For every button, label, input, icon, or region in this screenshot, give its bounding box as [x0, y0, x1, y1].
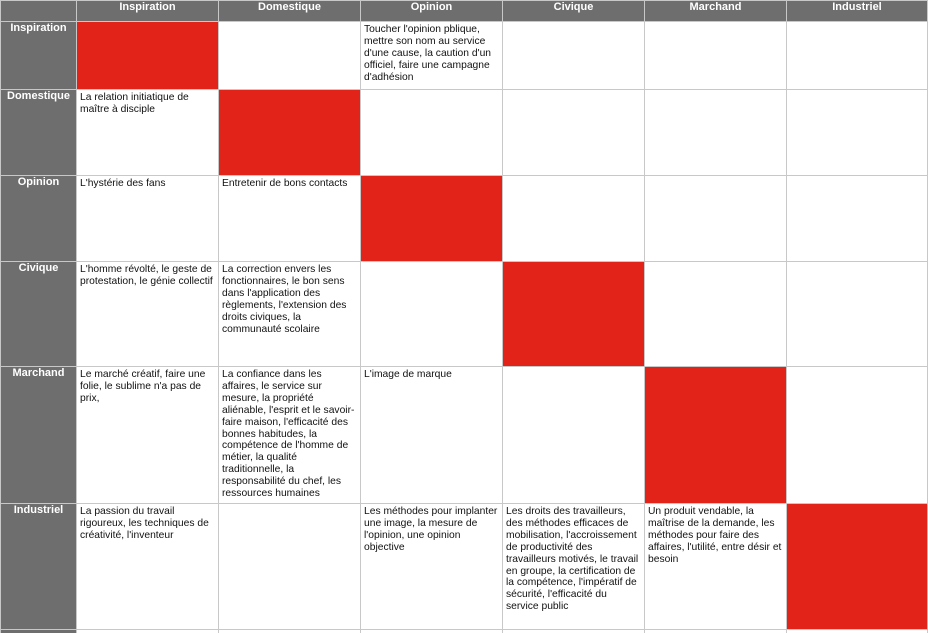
cell-text: [503, 367, 644, 369]
table-row-tail: [1, 630, 928, 633]
row-header-tail: [1, 630, 77, 633]
cell-text: [787, 90, 927, 92]
row-header-opinion: Opinion: [1, 176, 77, 262]
matrix-cell: [503, 630, 645, 633]
matrix-cell: [77, 504, 219, 630]
column-header-inspiration: Inspiration: [77, 1, 219, 22]
matrix-cell: [645, 22, 787, 90]
cell-text: Un produit vendable, la maîtrise de la demande, les méthodes pour faire des affaires, l'utilité, entre désir et besoin: [645, 504, 786, 566]
matrix-cell: [645, 630, 787, 633]
table-row: [1, 367, 928, 504]
matrix-cell: [503, 22, 645, 90]
diagonal-cell: [787, 504, 928, 630]
matrix-cell: [219, 504, 361, 630]
diagonal-cell: [361, 176, 503, 262]
matrix-cell: [219, 22, 361, 90]
matrix-cell: [787, 90, 928, 176]
row-header-marchand: Marchand: [1, 367, 77, 504]
matrix-cell: [361, 630, 503, 633]
matrix-cell: [361, 262, 503, 367]
matrix-cell: [503, 504, 645, 630]
table-row: [1, 262, 928, 367]
cell-text: Les droits des travailleurs, des méthodes efficaces de mobilisation, l'accroissement de productivité des travailleurs motivés, le travail en groupe, la certification de la compétence, l'impératif de sécurité, l'efficacité du service public: [503, 504, 644, 613]
matrix-cell: [361, 90, 503, 176]
column-header-opinion: Opinion: [361, 1, 503, 22]
table-row: [1, 176, 928, 262]
row-header-industriel: Industriel: [1, 504, 77, 630]
table-row: [1, 90, 928, 176]
matrix-cell: [219, 630, 361, 633]
matrix-cell: [361, 367, 503, 504]
matrix-cell: [361, 22, 503, 90]
cell-text: La relation initiatique de maître à disciple: [77, 90, 218, 116]
cell-text: Entretenir de bons contacts: [219, 176, 360, 190]
cell-text: Le marché créatif, faire une folie, le sublime n'a pas de prix,: [77, 367, 218, 405]
cell-text: [645, 176, 786, 178]
cell-text: [787, 176, 927, 178]
matrix-cell: [77, 262, 219, 367]
column-header-industriel: Industriel: [787, 1, 928, 22]
cell-text: [219, 504, 360, 506]
table-row: [1, 22, 928, 90]
corner-cell: [1, 1, 77, 22]
matrix-cell: [787, 176, 928, 262]
cell-text: L'image de marque: [361, 367, 502, 381]
row-header-domestique: Domestique: [1, 90, 77, 176]
cell-text: [503, 90, 644, 92]
matrix-cell: [219, 262, 361, 367]
diagonal-cell: [645, 367, 787, 504]
matrix-cell: [645, 90, 787, 176]
table-row: [1, 504, 928, 630]
matrix-cell: [503, 367, 645, 504]
column-header-row: [1, 1, 928, 22]
cell-text: [645, 22, 786, 24]
matrix-cell: [503, 90, 645, 176]
cell-text: [503, 22, 644, 24]
matrix-cell: [77, 90, 219, 176]
cell-text: [787, 367, 927, 369]
matrix-cell: [787, 367, 928, 504]
column-header-domestique: Domestique: [219, 1, 361, 22]
cell-text: La correction envers les fonctionnaires, le bon sens dans l'application des règlements, l'extension des droits civiques, la communauté scolaire: [219, 262, 360, 335]
matrix-cell: [219, 176, 361, 262]
matrix-cell: [645, 176, 787, 262]
matrix-cell: [645, 504, 787, 630]
cell-text: La confiance dans les affaires, le service sur mesure, la propriété aliénable, l'esprit et le savoir-faire maison, l'efficacité des bonnes habitudes, la compétence de l'homme de métier, la qualité traditionnelle, la responsabilité du chef, les ressources humaines: [219, 367, 360, 500]
row-header-civique: Civique: [1, 262, 77, 367]
cell-text: [787, 262, 927, 264]
cell-text: [219, 22, 360, 24]
matrix-cell: [787, 22, 928, 90]
cell-text: La passion du travail rigoureux, les techniques de créativité, l'inventeur: [77, 504, 218, 542]
column-header-civique: Civique: [503, 1, 645, 22]
matrix-cell: [787, 630, 928, 633]
diagonal-cell: [77, 22, 219, 90]
row-header-inspiration: Inspiration: [1, 22, 77, 90]
matrix-cell: [77, 367, 219, 504]
cell-text: [361, 262, 502, 264]
cell-text: [645, 262, 786, 264]
cell-text: [361, 90, 502, 92]
column-header-marchand: Marchand: [645, 1, 787, 22]
matrix-cell: [77, 630, 219, 633]
cell-text: [503, 176, 644, 178]
cell-text: [787, 22, 927, 24]
matrix-cell: [361, 504, 503, 630]
matrix-cell: [219, 367, 361, 504]
diagonal-cell: [503, 262, 645, 367]
cell-text: [645, 90, 786, 92]
matrix-cell: [645, 262, 787, 367]
cell-text: L'homme révolté, le geste de protestation, le génie collectif: [77, 262, 218, 288]
cell-text: L'hystérie des fans: [77, 176, 218, 190]
cell-text: Toucher l'opinion pblique, mettre son nom au service d'une cause, la caution d'un officiel, faire une campagne d'adhésion: [361, 22, 502, 84]
cell-text: Les méthodes pour implanter une image, la mesure de l'opinion, une opinion objective: [361, 504, 502, 554]
matrix-cell: [787, 262, 928, 367]
matrix-cell: [77, 176, 219, 262]
matrix-cell: [503, 176, 645, 262]
diagonal-cell: [219, 90, 361, 176]
